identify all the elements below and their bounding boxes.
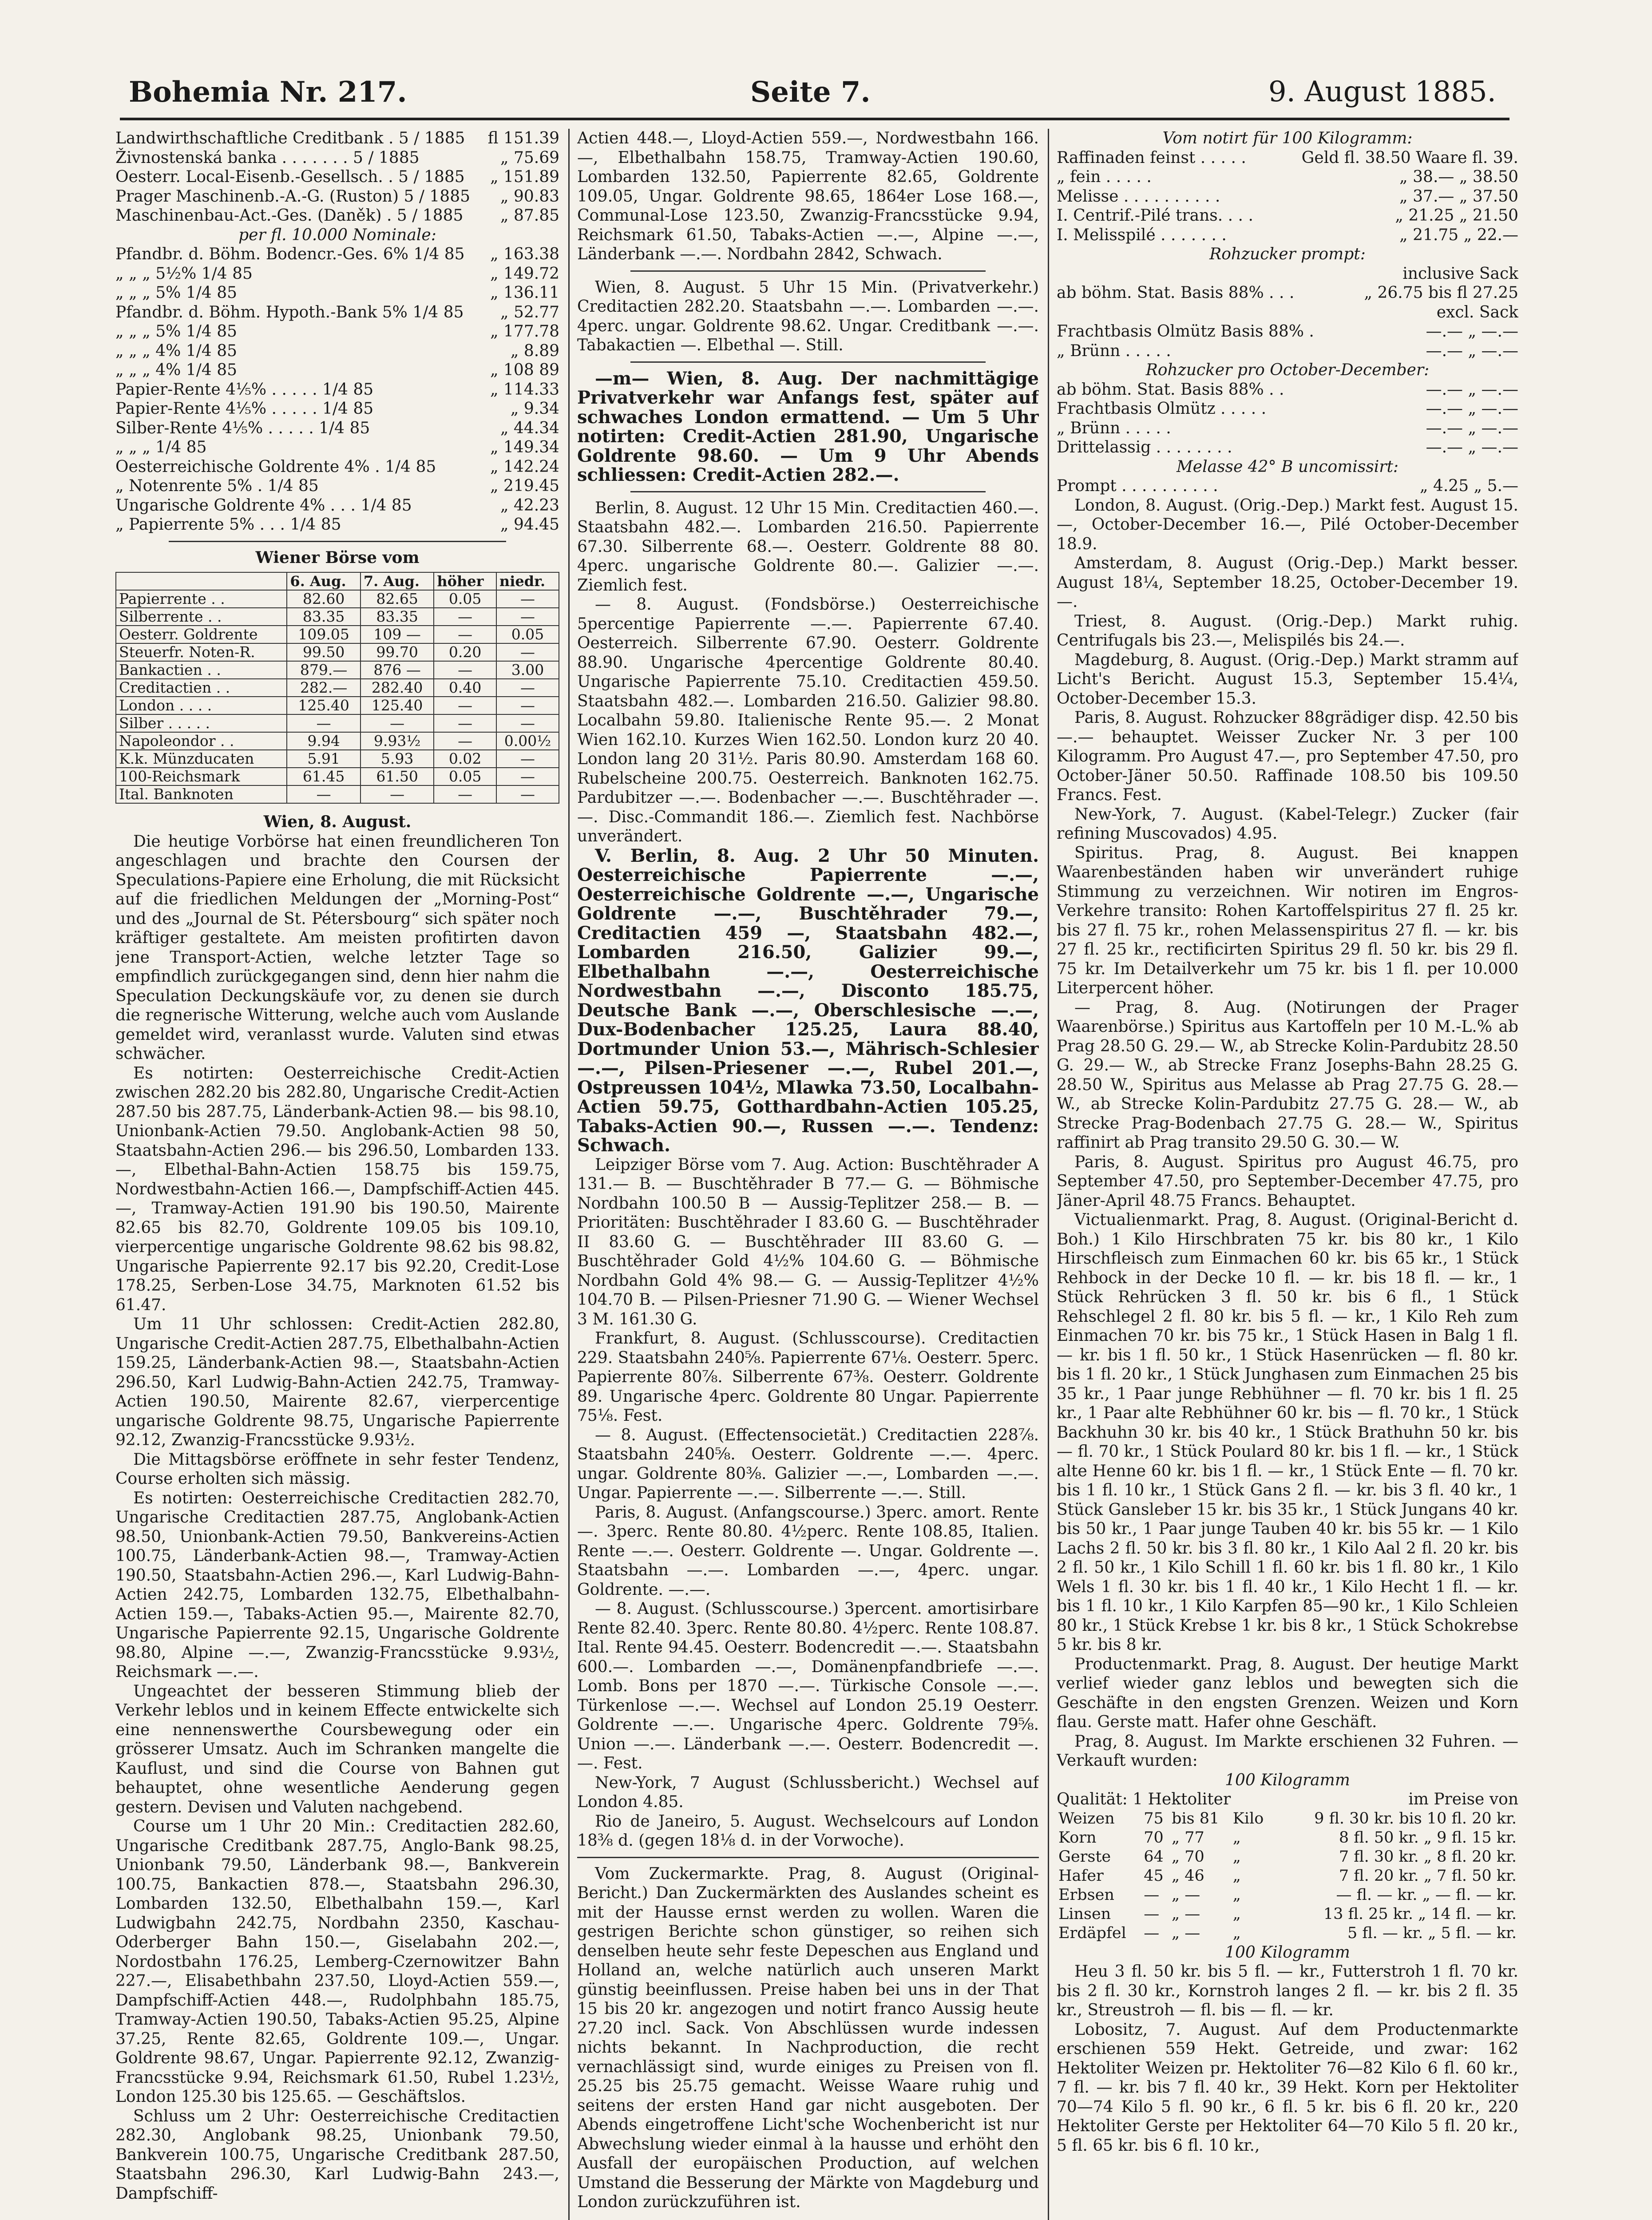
table-cell: — <box>434 714 496 732</box>
list-row <box>115 245 559 264</box>
table-header-cell: höher <box>434 572 496 590</box>
paragraph: — 8. August. (Fondsbörse.) Oesterreichische 5percentige Papierrente —.—. Papierrente 67.40. Oesterreich. Silberrente 67.90. Oesterr. Goldrente 88.90. Ungarische 4percentige Goldrente 80.40. Ungarische Papierrente 75.10. Creditactien 459.50. Staatsbahn 482.—. Lombarden 216.50. Galizier 98.80. Localbahn 59.80. Italienische Rente 95.—. 2 Monat Wien 162.10. Kurzes Wien 162.50. London kurz 20 40. London lang 20 31½. Paris 80.90. Amsterdam 168 60. Rubelscheine 200.75. Oesterreich. Banknoten 162.75. Pardubitzer —.—. Bodenbacher —.—. Buschtěhrader —.—. Disc.-Commandit 186.—. Ziemlich fest. Nachbörse unverändert. <box>577 595 1039 845</box>
table-cell: 125.40 <box>287 697 360 714</box>
paragraph: Actien 448.—, Lloyd-Actien 559.—, Nordwestbahn 166.—, Elbethalbahn 158.75, Tramway-Actien 190.60, Lombarden 132.50, Papierrente 82.65, Goldrente 109.05, Ungar. Goldrente 98.65, 1864er Lose 168.—, Communal-Lose 123.50, Zwanzig-Francsstücke 9.94, Reichsmark 61.50, Tabaks-Actien —.—, Alpine —.—, Länderbank —.—. Nordbahn 2842, Schwach. <box>577 129 1039 263</box>
table-cell: 0.40 <box>434 679 496 697</box>
list-row <box>115 361 559 380</box>
table-cell: Silber . . . . . <box>116 714 287 732</box>
table-cell: — <box>496 750 559 768</box>
list-row <box>1057 419 1518 438</box>
list-row <box>115 206 559 226</box>
header-rule <box>120 118 1509 120</box>
wien-heading: Wien, 8. August. <box>263 813 412 831</box>
table-cell: Weizen <box>1058 1809 1115 1828</box>
row-value: „ 114.33 <box>490 380 559 399</box>
table-cell: 0.05 <box>434 768 496 785</box>
table-cell: 7 fl. 30 kr. „ 8 fl. 20 kr. <box>1339 1847 1517 1866</box>
list-row <box>1057 187 1518 206</box>
row-label: „ Papierrente 5% . . . 1/4 85 <box>115 515 341 534</box>
page-header <box>129 71 1496 124</box>
rohzucker-october: Rohzucker pro October-December: <box>1145 361 1430 379</box>
paragraph: Lobositz, 7. August. Auf dem Productenmarkte erschienen 559 Hekt. Getreide, und zwar: 162 Hektoliter Weizen pr. Hektoliter 76—82 Kilo 6 fl. 60 kr., 7 fl. — kr. bis 7 fl. 40 kr., 39 Hekt. Korn per Hektoliter 70—74 Kilo 5 fl. 90 kr., 6 fl. 5 kr. bis 6 fl. 20 kr., 220 Hektoliter Gerste per Hektoliter 64—70 Kilo 5 fl. 20 kr., 5 fl. 65 kr. bis 6 fl. 10 kr., <box>1057 2020 1518 2155</box>
paragraph: Um 11 Uhr schlossen: Credit-Actien 282.80, Ungarische Credit-Actien 287.75, Elbethalbahn-Actien 159.25, Länderbank-Actien 98.—, Staatsbahn-Actien 296.50, Karl Ludwig-Bahn-Actien 242.75, Tramway-Actien 190.50, Mairente 82.67, vierpercentige ungarische Goldrente 98.75, Ungarische Papierrente 92.12, Zwanzig-Francsstücke 9.93½. <box>115 1315 559 1449</box>
row-value: „ 8.89 <box>510 341 559 360</box>
row-label: „ „ „ 5% 1/4 85 <box>115 284 238 302</box>
table-cell: — <box>496 785 559 803</box>
list-row <box>1057 399 1518 419</box>
table-cell: — <box>434 661 496 679</box>
divider <box>630 361 986 363</box>
paragraph: Heu 3 fl. 50 kr. bis 5 fl. — kr., Futterstroh 1 fl. 70 kr. bis 2 fl. 30 kr., Kornstroh langes 2 fl. — kr. bis 2 fl. 35 kr., Streustroh — fl. bis — fl. — kr. <box>1057 1962 1518 2019</box>
table-cell: 5 fl. — kr. „ 5 fl. — kr. <box>1347 1924 1517 1942</box>
row-value: „ 21.75 „ 22.— <box>1399 226 1518 244</box>
table-cell: — <box>496 679 559 697</box>
nominal-label: per fl. 10.000 Nominale: <box>238 226 436 244</box>
paragraph: Spiritus. Prag, 8. August. Bei knappen Waarenbeständen haben wir unverändert ruhige Stimmung zu verzeichnen. Wir notiren im Engros-Verkehre transito: Rohen Kartoffelspiritus 27 fl. 25 kr. bis 27 fl. 75 kr., rohen Melassenspiritus 27 fl. — kr. bis 27 fl. 25 kr., rectificirten Spiritus 29 fl. 50 kr. bis 29 fl. 75 kr. Im Detailverkehr um 75 kr. bis 1 fl. per 10.000 Literpercent höher. <box>1057 844 1518 997</box>
table-cell: 64 <box>1144 1847 1164 1866</box>
table-cell: 61.45 <box>287 768 360 785</box>
paragraph: Productenmarkt. Prag, 8. August. Der heutige Markt verlief wieder ganz leblos und bewegten sich die Geschäfte in den engsten Grenzen. Weizen und Korn flau. Gerste matt. Hafer ohne Geschäft. <box>1057 1655 1518 1731</box>
paragraph: Leipziger Börse vom 7. Aug. Action: Buschtěhrader A 131.— B. — Buschtěhrader B 77.— G. — Böhmische Nordbahn 100.50 B — Aussig-Teplitzer 258.— B. — Prioritäten: Buschtěhrader I 83.60 G. — Buschtěhrader II 83.60 G. — Buschtěhrader III 83.60 G. — Buschtěhrader Gold 4½% 104.60 G. — Böhmische Nordbahn Gold 4% 98.— G. — Aussig-Teplitzer 4½% 104.70 B. — Pilsen-Priesner 71.90 G. — Wiener Wechsel 3 M. 161.30 G. <box>577 1155 1039 1328</box>
row-value: „ 75.69 <box>500 148 559 167</box>
row-label: Frachtbasis Olmütz . . . . . <box>1057 400 1267 418</box>
bond-list-1 <box>115 129 559 226</box>
table-cell: „ — <box>1172 1886 1200 1904</box>
row-value: Geld fl. 38.50 Waare fl. 39. <box>1301 148 1518 167</box>
wiener-borse-table <box>115 572 559 804</box>
paragraph: Es notirten: Oesterreichische Creditactien 282.70, Ungarische Creditactien 287.75, Anglobank-Actien 98.50, Unionbank-Actien 79.50, Bankvereins-Actien 100.75, Länderbank-Actien 98.—, Tramway-Actien 190.50, Staatsbahn-Actien 296.—, Karl Ludwig-Bahn-Actien 242.75, Lombarden 132.75, Elbethalbahn-Actien 159.—, Tabaks-Actien 95.—, Mairente 82.70, Ungarische Papierrente 92.15, Ungarische Goldrente 98.80, Alpine —.—, Zwanzig-Francsstücke 9.93½, Reichsmark —.—. <box>115 1489 559 1681</box>
table-cell: 3.00 <box>496 661 559 679</box>
paragraph: Ungeachtet der besseren Stimmung blieb der Verkehr leblos und in keinem Effecte entwickelte sich eine nennenswerthe Coursbewegung oder ein grösserer Umsatz. Auch im Schranken mangelte die Kauflust, und sind die Course von Bahnen gut behauptet, ohne wesentliche Aenderung gegen gestern. Devisen und Valuten nachgebend. <box>115 1682 559 1816</box>
table-cell: — <box>496 697 559 714</box>
table-cell: „ <box>1232 1847 1241 1866</box>
table-cell: 13 fl. 25 kr. „ 14 fl. — kr. <box>1323 1905 1517 1923</box>
table-cell: — <box>361 785 434 803</box>
table-cell: 876 — <box>361 661 434 679</box>
paragraph: — Prag, 8. Aug. (Notirungen der Prager Waarenbörse.) Spiritus aus Kartoffeln per 10 M.-L.% ab Prag 28.50 G. 29.— W., ab Strecke Kolin-Pardubitz 28.50 G. 29.— W., ab Strecke Franz Josephs-Bahn 28.25 G. 28.50 W., Spiritus aus Melasse ab Prag 27.75 G. 28.— W., ab Strecke Kolin-Pardubitz 27.75 G. 28.— W., ab Strecke Prag-Bodenbach 27.75 G. 28.— W., Spiritus raffinirt ab Prag transito 29.50 G. 30.— W. <box>1057 998 1518 1152</box>
issue-date: 9. August 1885. <box>1268 75 1496 108</box>
row-label: I. Melisspilé . . . . . . . <box>1057 226 1227 244</box>
table-cell: — <box>496 714 559 732</box>
list-row <box>115 167 559 187</box>
price-row <box>1057 476 1518 496</box>
row-label: Frachtbasis Olmütz Basis 88% . <box>1057 322 1314 341</box>
kilo-heading-2: 100 Kilogramm <box>1225 1943 1350 1962</box>
row-value: „ 44.34 <box>500 419 559 437</box>
sugar-title: Vom notirt für 100 Kilogramm: <box>1162 129 1413 147</box>
list-row <box>1057 226 1518 245</box>
row-value: „ 9.34 <box>510 400 559 418</box>
list-row <box>115 496 559 515</box>
table-cell: 125.40 <box>361 697 434 714</box>
column-2 <box>577 129 1039 2220</box>
table-header-cell <box>116 572 287 590</box>
list-row <box>1057 380 1518 400</box>
list-row <box>115 341 559 361</box>
list-row <box>115 419 559 438</box>
row-label: Silber-Rente 4⅕% . . . . . 1/4 85 <box>115 419 370 437</box>
table-cell: — fl. — kr. „ — fl. — kr. <box>1336 1886 1517 1904</box>
paragraph: London, 8. August. (Orig.-Dep.) Markt fest. August 15.—, October-December 16.—, Pilé October-December 18.9. <box>1057 496 1518 553</box>
table-row <box>1057 1847 1518 1867</box>
table-cell: 100-Reichsmark <box>116 768 287 785</box>
row-label: Oesterreichische Goldrente 4% . 1/4 85 <box>115 457 436 476</box>
row-label: Landwirthschaftliche Creditbank . 5 / 1885 <box>115 129 465 147</box>
paragraph-bold: —m— Wien, 8. Aug. Der nachmittägige Privatverkehr war Anfangs fest, später auf schwaches London ermattend. — Um 5 Uhr notirten: Credit-Actien 281.90, Ungarische Goldrente 98.60. — Um 9 Uhr Abends schliessen: Credit-Actien 282.—. <box>577 368 1039 485</box>
table-cell: 0.02 <box>434 750 496 768</box>
row-label: ab böhm. Stat. Basis 88% . . . <box>1057 284 1295 302</box>
table-cell: Erdäpfel <box>1058 1924 1126 1942</box>
row-value: „ 149.72 <box>490 264 559 283</box>
table-cell: — <box>361 714 434 732</box>
table-cell: K.k. Münzducaten <box>116 750 287 768</box>
row-value: „ 177.78 <box>490 322 559 341</box>
row-value: „ 108 89 <box>490 361 559 379</box>
table-cell: 109 — <box>361 626 434 643</box>
row-value: „ 149.34 <box>490 438 559 456</box>
inclusive-sack-note: inclusive Sack <box>1402 264 1518 283</box>
row-label: Drittelassig . . . . . . . . <box>1057 438 1232 456</box>
exclusive-sack-note: excl. Sack <box>1436 303 1518 321</box>
row-value: —.— „ —.— <box>1426 341 1518 360</box>
paragraph: Prag, 8. August. Im Markte erschienen 32 Fuhren. — Verkauft wurden: <box>1057 1732 1518 1770</box>
table-cell: 83.35 <box>287 608 360 626</box>
melasse-label: Melasse 42° B uncomissirt: <box>1176 457 1399 476</box>
table-cell: — <box>496 590 559 608</box>
table-cell: 82.60 <box>287 590 360 608</box>
paragraph: — 8. August. (Schlusscourse.) 3percent. amortisirbare Rente 82.40. 3perc. Rente 80.80. 4½perc. Rente 108.87. Ital. Rente 94.45. Oesterr. Bodencredit —.—. Staatsbahn 600.—. Lombarden —.—, Domänenpfandbriefe —.—. Lomb. Bons per 1870 —.—. Türkische Console —.—. Türkenlose —.—. Wechsel auf London 25.19 Oesterr. Goldrente —.—. Ungarische 4perc. Goldrente 79⅝. Union —.—. Länderbank —.—. Oesterr. Bodencredit —.—. Fest. <box>577 1600 1039 1772</box>
list-row <box>115 148 559 168</box>
table-cell: 9 fl. 30 kr. bis 10 fl. 20 kr. <box>1314 1809 1517 1828</box>
table-row <box>116 697 559 714</box>
row-label: Melisse . . . . . . . . . . <box>1057 187 1220 206</box>
table-row <box>1057 1828 1518 1847</box>
list-row <box>115 399 559 419</box>
table-cell: — <box>1144 1924 1160 1942</box>
row-value: „ 4.25 „ 5.— <box>1419 477 1518 495</box>
row-value: „ 21.25 „ 21.50 <box>1395 206 1518 225</box>
table-cell: London . . . . <box>116 697 287 714</box>
row-label: Prompt . . . . . . . . . . <box>1057 477 1218 495</box>
list-row <box>115 380 559 400</box>
table-cell: 9.94 <box>287 732 360 750</box>
list-row <box>1057 206 1518 226</box>
paragraph: Berlin, 8. August. 12 Uhr 15 Min. Creditactien 460.—. Staatsbahn 482.—. Lombarden 216.50. Papierrente 67.30. Silberrente 68.—. Oesterr. Goldrente 88 80. 4perc. ungarische Goldrente 80.—. Galizier —.—. Ziemlich fest. <box>577 499 1039 595</box>
table-cell: Hafer <box>1058 1867 1104 1885</box>
list-row <box>115 303 559 322</box>
list-row <box>115 283 559 303</box>
table-cell: „ 46 <box>1172 1867 1204 1885</box>
price-row <box>1057 283 1518 303</box>
paragraph: Victualienmarkt. Prag, 8. August. (Original-Bericht d. Boh.) 1 Kilo Hirschbraten 75 kr. bis 80 kr., 1 Kilo Hirschfleisch zum Einmachen 60 kr. bis 65 kr., 1 Stück Rehbock in der Decke 10 fl. — kr. bis 18 fl. — kr., 1 Stück Rehrücken 3 fl. 50 kr. bis 6 fl., 1 Stück Rehschlegel 2 fl. 80 kr. bis 5 fl. — kr., 1 Kilo Reh zum Einmachen 70 kr. bis 75 kr., 1 Stück Hasen in Balg 1 fl. — kr. bis 1 fl. 50 kr., 1 Stück Hasenrücken — fl. 80 kr. bis 1 fl. 20 kr., 1 Stück Junghasen zum Einmachen 25 bis 35 kr., 1 Paar junge Rebhühner — fl. 70 kr. bis 1 fl. 25 kr., 1 Paar alte Rebhühner 60 kr. bis — fl. 70 kr., 1 Stück Backhuhn 30 kr. bis 40 kr., 1 Stück Brathuhn 50 kr. bis — fl. 70 kr., 1 Stück Poulard 80 kr. bis 1 fl. — kr., 1 Stück alte Henne 60 kr. bis 1 fl. — kr., 1 Stück Ente — fl. 70 kr. bis 1 fl. 10 kr., 1 Stück Gans 2 fl. — kr. bis 3 fl. 40 kr., 1 Stück Gansleber 15 kr. bis 35 kr., 1 Stück Jungans 40 kr. bis 50 kr., 1 Paar junge Tauben 40 kr. bis 55 kr. — 1 Kilo Lachs 2 fl. 50 kr. bis 3 fl. 80 kr., 1 Kilo Aal 2 fl. 20 kr. bis 2 fl. 50 kr., 1 Kilo Schill 1 fl. 60 kr. bis 1 fl. 80 kr., 1 Kilo Wels 1 fl. 30 kr. bis 1 fl. 40 kr., 1 Kilo Hecht 1 fl. — kr. bis 1 fl. 10 kr., 1 Kilo Karpfen 85—90 kr., 1 Kilo Schleien 80 kr., 1 Stück Krebse 1 kr. bis 8 kr., 1 Stück Schokrebse 5 kr. bis 8 kr. <box>1057 1211 1518 1654</box>
table-cell: Erbsen <box>1058 1886 1114 1904</box>
row-value: —.— „ —.— <box>1426 438 1518 456</box>
list-row <box>1057 167 1518 187</box>
row-value: „ 26.75 bis fl 27.25 <box>1364 284 1518 302</box>
list-row <box>115 476 559 496</box>
table-cell: 99.50 <box>287 643 360 661</box>
table-row <box>116 626 559 643</box>
row-label: „ Brünn . . . . . <box>1057 419 1171 437</box>
row-label: Pfandbr. d. Böhm. Hypoth.-Bank 5% 1/4 85 <box>115 303 464 321</box>
table-cell: 282.40 <box>361 679 434 697</box>
table-cell: 0.00½ <box>496 732 559 750</box>
paragraph: Es notirten: Oesterreichische Credit-Actien zwischen 282.20 bis 282.80, Ungarische Credit-Actien 287.50 bis 287.75, Länderbank-Actien 98.— bis 98.10, Unionbank-Actien 79.50. Anglobank-Actien 98 50, Staatsbahn-Actien 296.— bis 296.50, Lombarden 133.—, Elbethal-Bahn-Actien 158.75 bis 159.75, Nordwestbahn-Actien 166.—, Dampfschiff-Actien 445.—, Tramway-Actien 191.90 bis 190.50, Mairente 82.65 bis 82.70, Goldrente 109.05 bis 109.10, vierpercentige ungarische Goldrente 98.62 bis 98.82, Ungarische Papierrente 92.17 bis 92.20, Credit-Lose 178.25, Serben-Lose 34.75, Marknoten 61.52 bis 61.47. <box>115 1064 559 1314</box>
table-cell: „ — <box>1172 1924 1200 1942</box>
list-row <box>115 322 559 341</box>
table-cell: Silberrente . . <box>116 608 287 626</box>
table-cell: Ital. Banknoten <box>116 785 287 803</box>
paragraph: Wien, 8. August. 5 Uhr 15 Min. (Privatverkehr.) Creditactien 282.20. Staatsbahn —.—. Lombarden —.—. 4perc. ungar. Goldrente 98.62. Ungar. Creditbank —.—. Tabakactien —. Elbethal —. Still. <box>577 278 1039 354</box>
paragraph: Frankfurt, 8. August. (Schlusscourse). Creditactien 229. Staatsbahn 240⅝. Papierrente 67⅛. Oesterr. 5perc. Papierrente 80⅞. Silberrente 67⅜. Oesterr. Goldrente 89. Ungarische 4perc. Goldrente 80 Ungar. Papierrente 75⅛. Fest. <box>577 1329 1039 1425</box>
paragraph: New-York, 7 August (Schlussbericht.) Wechsel auf London 4.85. <box>577 1773 1039 1811</box>
paragraph: Schluss um 2 Uhr: Oesterreichische Creditactien 282.30, Anglobank 98.25, Unionbank 79.50, Bankverein 100.75, Ungarische Creditbank 287.50, Staatsbahn 296.30, Karl Ludwig-Bahn 243.—, Dampfschiff- <box>115 2107 559 2203</box>
column-rule-1 <box>568 129 570 2220</box>
grain-table <box>1057 1809 1518 1943</box>
row-label: Ungarische Goldrente 4% . . . 1/4 85 <box>115 496 412 515</box>
table-row <box>1057 1924 1518 1943</box>
row-label: Maschinenbau-Act.-Ges. (Daněk) . 5 / 1885 <box>115 206 464 225</box>
list-row <box>115 438 559 457</box>
row-value: —.— „ —.— <box>1426 322 1518 341</box>
row-label: „ Brünn . . . . . <box>1057 341 1171 360</box>
table-cell: — <box>496 768 559 785</box>
table-cell: „ 77 <box>1172 1828 1204 1847</box>
table-cell: 99.70 <box>361 643 434 661</box>
row-label: Oesterr. Local-Eisenb.-Gesellsch. . 5 / 1885 <box>115 168 465 186</box>
paragraph: Course um 1 Uhr 20 Min.: Creditactien 282.60, Ungarische Creditbank 287.75, Anglo-Bank 98.25, Unionbank 79.50, Länderbank 98.—, Bankverein 100.75, Bankactien 878.—, Staatsbahn 296.30, Lombarden 132.50, Elbethalbahn 159.—, Karl Ludwigbahn 242.75, Nordbahn 2350, Kaschau-Oderberger Bahn 150.—, Giselabahn 202.—, Nordostbahn 176.25, Lemberg-Czernowitzer Bahn 227.—, Elisabethbahn 237.50, Lloyd-Actien 559.—, Dampfschiff-Actien 448.—, Rudolphbahn 185.75, Tramway-Actien 190.50, Tabaks-Actien 95.25, Alpine 37.25, Rente 82.65, Goldrente 109.—, Ungar. Goldrente 98.67, Ungar. Papierrente 92.12, Zwanzig-Francsstücke 9.94, Reichsmark 61.50, Rubel 1.23½, London 125.30 bis 125.65. — Geschäftslos. <box>115 1817 559 2106</box>
page-number: Seite 7. <box>750 75 871 109</box>
table-cell: Oesterr. Goldrente <box>116 626 287 643</box>
row-label: „ „ „ 4% 1/4 85 <box>115 361 238 379</box>
row-label: I. Centrif.-Pilé trans. . . . <box>1057 206 1253 225</box>
table-header-cell: niedr. <box>496 572 559 590</box>
list-row <box>115 129 559 148</box>
divider <box>169 541 506 542</box>
list-row <box>115 264 559 284</box>
table-cell: 8 fl. 50 kr. „ 9 fl. 15 kr. <box>1339 1828 1517 1847</box>
header-cell: im Preise von <box>1408 1790 1518 1808</box>
list-row <box>115 187 559 206</box>
row-value: „ 94.45 <box>500 515 559 534</box>
row-value: „ 37.— „ 37.50 <box>1399 187 1518 206</box>
table-cell: Linsen <box>1058 1905 1111 1923</box>
row-value: —.— „ —.— <box>1426 380 1518 399</box>
table-cell: „ — <box>1172 1905 1200 1923</box>
column-1 <box>115 129 559 2220</box>
table-cell: 879.— <box>287 661 360 679</box>
row-value: „ 87.85 <box>500 206 559 225</box>
row-value: „ 38.— „ 38.50 <box>1399 168 1518 186</box>
price-list <box>1057 380 1518 457</box>
row-value: „ 90.83 <box>500 187 559 206</box>
borse-table-title: Wiener Börse vom <box>255 548 420 567</box>
table-cell: bis 81 <box>1172 1809 1220 1828</box>
table-cell: 5.91 <box>287 750 360 768</box>
paragraph: Paris, 8. August. (Anfangscourse.) 3perc. amort. Rente —. 3perc. Rente 80.80. 4½perc. Rente 108.85, Italien. Rente —.—. Oesterr. Goldrente —. Ungar. Goldrente —. Staatsbahn —.—. Lombarden —.—, 4perc. ungar. Goldrente. —.—. <box>577 1503 1039 1599</box>
table-cell: 61.50 <box>361 768 434 785</box>
row-value: „ 219.45 <box>490 477 559 495</box>
table-cell: 282.— <box>287 679 360 697</box>
table-cell: 9.93½ <box>361 732 434 750</box>
table-cell: — <box>287 785 360 803</box>
row-label: „ „ „ 4% 1/4 85 <box>115 341 238 360</box>
row-value: „ 136.11 <box>490 284 559 302</box>
row-label: Papier-Rente 4⅕% . . . . . 1/4 85 <box>115 400 374 418</box>
table-row <box>116 661 559 679</box>
sugar-price-list <box>1057 148 1518 245</box>
paragraph: Rio de Janeiro, 5. August. Wechselcours auf London 18⅜ d. (gegen 18⅛ d. in der Vorwoche). <box>577 1812 1039 1850</box>
list-row <box>1057 438 1518 457</box>
list-row <box>115 515 559 535</box>
table-cell: 0.05 <box>496 626 559 643</box>
paragraph: Paris, 8. August. Spiritus pro August 46.75, pro September 47.50, pro September-December 47.75, pro Jäner-April 48.75 Francs. Behauptet. <box>1057 1153 1518 1210</box>
table-cell: Steuerfr. Noten-R. <box>116 643 287 661</box>
paragraph: Die Mittagsbörse eröffnete in sehr fester Tendenz, Course erholten sich mässig. <box>115 1450 559 1488</box>
table-cell: Creditactien . . <box>116 679 287 697</box>
paragraph: — 8. August. (Effectensocietät.) Creditactien 228⅞. Staatsbahn 240⅝. Oesterr. Goldrente —.—. 4perc. ungar. Goldrente 80⅜. Galizier —.—, Lombarden —.—. Ungar. Papierrente —.—. Silberrente —.—. Still. <box>577 1426 1039 1502</box>
kilo-heading: 100 Kilogramm <box>1225 1771 1350 1789</box>
row-label: Prager Maschinenb.-A.-G. (Ruston) 5 / 1885 <box>115 187 471 206</box>
table-cell: — <box>434 608 496 626</box>
rohzucker-prompt: Rohzucker prompt: <box>1209 245 1366 263</box>
table-row <box>116 643 559 661</box>
table-header-cell: 6. Aug. <box>287 572 360 590</box>
table-header-row <box>116 572 559 590</box>
list-row <box>1057 148 1518 168</box>
table-cell: 0.20 <box>434 643 496 661</box>
paragraph: Amsterdam, 8. August (Orig.-Dep.) Markt besser. August 18¼, September 18.25, October-December 19.—. <box>1057 554 1518 611</box>
list-row <box>1057 341 1518 361</box>
table-row <box>1057 1905 1518 1924</box>
masthead-left: Bohemia Nr. 217. <box>129 75 407 109</box>
row-label: Raffinaden feinst . . . . . <box>1057 148 1246 167</box>
row-label: Papier-Rente 4⅕% . . . . . 1/4 85 <box>115 380 374 399</box>
table-cell: 45 <box>1144 1867 1164 1885</box>
row-value: —.— „ —.— <box>1426 419 1518 437</box>
table-row <box>116 785 559 803</box>
table-cell: — <box>496 643 559 661</box>
row-value: „ 163.38 <box>490 245 559 263</box>
table-cell: 70 <box>1144 1828 1164 1847</box>
table-cell: — <box>434 785 496 803</box>
table-row <box>116 768 559 785</box>
table-cell: — <box>1144 1886 1160 1904</box>
paragraph: Vom Zuckermarkte. Prag, 8. August (Original-Bericht.) Dan Zuckermärkten des Auslandes scheint es mit der Hausse ernst werden zu wollen. Waren die gestrigen Berichte schon günstiger, so reihen sich denselben heute sehr feste Depeschen aus England und Holland an, welche natürlich auch unseren Markt günstig beeinflussen. Preise haben bei uns in der That 15 bis 20 kr. angezogen und notirt franco Aussig heute 27.20 incl. Sack. Von Abschlüssen wurde indessen nichts bekannt. In Nachproduction, die recht vernachlässigt sind, wurde einiges zu Preisen von fl. 25.25 bis 25.75 gemacht. Weisse Waare ruhig und seitens der ersten Hand gar nicht ausgeboten. Der Abends eingetroffene Licht'sche Wochenbericht ist nur Abwechslung wieder einmal à la hausse und erhöht den Ausfall der europäischen Production, auf welchen Umstand die Besserung der Märkte von Magdeburg und London zurückzuführen ist. <box>577 1864 1039 2211</box>
table-cell: 109.05 <box>287 626 360 643</box>
column-rule-2 <box>1048 129 1049 2220</box>
row-value: fl 151.39 <box>487 129 559 147</box>
table-cell: — <box>1144 1905 1160 1923</box>
row-value: „ 151.89 <box>490 168 559 186</box>
table-cell: 83.35 <box>361 608 434 626</box>
table-cell: 5.93 <box>361 750 434 768</box>
table-cell: — <box>434 697 496 714</box>
bond-list-2 <box>115 245 559 535</box>
paragraph: New-York, 7. August. (Kabel-Telegr.) Zucker (fair refining Muscovados) 4.95. <box>1057 805 1518 843</box>
table-cell: „ <box>1232 1905 1241 1923</box>
row-label: Živnostenská banka . . . . . . . 5 / 1885 <box>115 148 420 167</box>
row-label: „ „ „ 5% 1/4 85 <box>115 322 238 341</box>
table-cell: Korn <box>1058 1828 1097 1847</box>
row-label: „ „ „ 1/4 85 <box>115 438 207 456</box>
row-label: Pfandbr. d. Böhm. Bodencr.-Ges. 6% 1/4 85 <box>115 245 465 263</box>
table-cell: 0.05 <box>434 590 496 608</box>
table-cell: „ <box>1232 1867 1241 1885</box>
table-row <box>116 590 559 608</box>
divider <box>577 1857 1039 1858</box>
table-row <box>116 750 559 768</box>
price-list <box>1057 322 1518 361</box>
paragraph: Magdeburg, 8. August. (Orig.-Dep.) Markt stramm auf Licht's Bericht. August 15.3, September 15.4¼, October-December 15.3. <box>1057 650 1518 708</box>
grain-header <box>1057 1790 1518 1809</box>
paragraph: Triest, 8. August. (Orig.-Dep.) Markt ruhig. Centrifugals bis 23.—, Melispilés bis 24.—. <box>1057 612 1518 650</box>
table-cell: Napoleondor . . <box>116 732 287 750</box>
table-row <box>1057 1867 1518 1886</box>
list-row <box>115 457 559 477</box>
table-cell: „ 70 <box>1172 1847 1204 1866</box>
paragraph: Die heutige Vorbörse hat einen freundlicheren Ton angeschlagen und brachte den Coursen der Speculations-Papiere eine Erholung, die mit Rücksicht auf die friedlichen Meldungen der „Morning-Post“ und des „Journal de St. Pétersbourg“ sich später noch kräftiger gestaltete. Am meisten profitirten davon jene Transport-Actien, welche letzter Tage so empfindlich zurückgegangen sind, denn hier nahm die Speculation Deckungskäufe vor, zu denen sie durch die regnerische Witterung, welche auch vom Auslande gemeldet wird, veranlasst wurde. Valuten sind etwas schwächer. <box>115 832 559 1063</box>
column-3 <box>1057 129 1518 2220</box>
row-value: „ 52.77 <box>500 303 559 321</box>
table-cell: 75 <box>1144 1809 1164 1828</box>
table-cell: — <box>434 626 496 643</box>
table-cell: 7 fl. 20 kr. „ 7 fl. 50 kr. <box>1339 1867 1517 1885</box>
table-cell: „ <box>1232 1886 1241 1904</box>
paragraph: Paris, 8. August. Rohzucker 88grädiger disp. 42.50 bis —.— behauptet. Weisser Zucker Nr. 3 per 100 Kilogramm. Pro August 47.—, pro September 47.50, pro October-Jäner 50.50. Raffinade 108.50 bis 109.50 Francs. Fest. <box>1057 709 1518 804</box>
row-label: „ fein . . . . . <box>1057 168 1152 186</box>
table-row <box>116 679 559 697</box>
table-cell: — <box>496 608 559 626</box>
row-label: ab böhm. Stat. Basis 88% . . <box>1057 380 1284 399</box>
table-cell: — <box>434 732 496 750</box>
row-value: „ 42.23 <box>500 496 559 515</box>
list-row <box>1057 322 1518 341</box>
divider <box>630 270 986 272</box>
table-cell: Kilo <box>1232 1809 1264 1828</box>
header-cell: Qualität: 1 Hektoliter <box>1057 1790 1231 1808</box>
table-cell: „ <box>1232 1924 1241 1942</box>
table-row <box>116 714 559 732</box>
row-label: „ Notenrente 5% . 1/4 85 <box>115 477 319 495</box>
table-cell: 82.65 <box>361 590 434 608</box>
table-cell: — <box>287 714 360 732</box>
row-label: „ „ „ 5½% 1/4 85 <box>115 264 253 283</box>
table-cell: „ <box>1232 1828 1241 1847</box>
table-cell: Papierrente . . <box>116 590 287 608</box>
table-cell: Bankactien . . <box>116 661 287 679</box>
row-value: „ 142.24 <box>490 457 559 476</box>
table-cell: Gerste <box>1058 1847 1111 1866</box>
divider <box>630 491 986 492</box>
table-row <box>1057 1886 1518 1905</box>
row-value: —.— „ —.— <box>1426 400 1518 418</box>
table-row <box>1057 1809 1518 1828</box>
table-header-cell: 7. Aug. <box>361 572 434 590</box>
paragraph-bold: V. Berlin, 8. Aug. 2 Uhr 50 Minuten. Oesterreichische Papierrente —.—, Oesterreichische Goldrente —.—, Ungarische Goldrente —.—, Buschtěhrader 79.—, Creditactien 459 —, Staatsbahn 482.—, Lombarden 216.50, Galizier 99.—, Elbethalbahn —.—, Oesterreichische Nordwestbahn —.—, Disconto 185.75, Deutsche Bank —.—, Oberschlesische —.—, Dux-Bodenbacher 125.25, Laura 88.40, Dortmunder Union 53.—, Mährisch-Schlesier —.—, Pilsen-Priesener —.—, Rubel 201.—, Ostpreussen 104½, Mlawka 73.50, Localbahn-Actien 59.75, Gotthardbahn-Actien 105.25, Tabaks-Actien 90.—, Russen —.—. Tendenz: Schwach. <box>577 845 1039 1156</box>
table-row <box>116 608 559 626</box>
table-row <box>116 732 559 750</box>
